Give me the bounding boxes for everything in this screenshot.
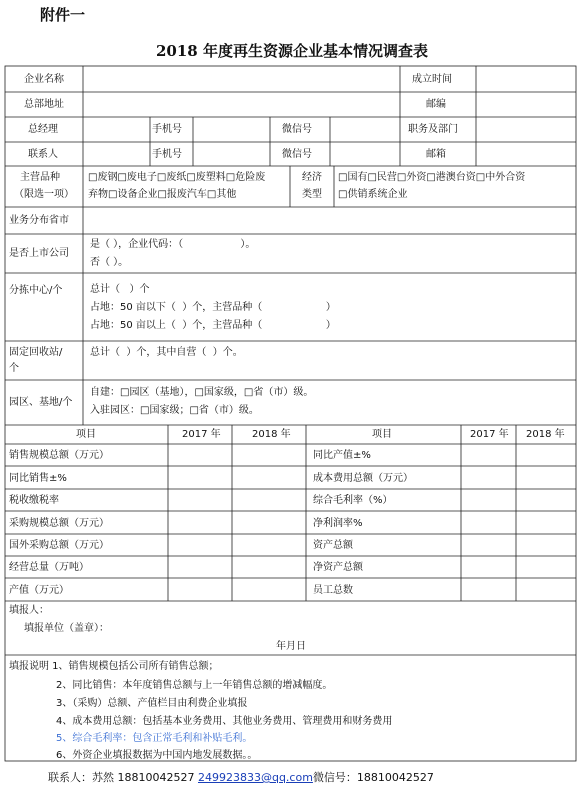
table-row-label-right: 同比产值±% — [313, 450, 371, 461]
product-options-2: 弃物□设备企业□报废汽车□其他 — [88, 189, 237, 200]
table-row-label: 税收缴税率 — [9, 495, 59, 506]
table-header-2017-right: 2017 年 — [470, 429, 509, 440]
mobile-label: 手机号 — [152, 124, 182, 135]
sorting-line-3: 占地：50 亩以上（ ）个，主营品种（ ） — [90, 320, 336, 331]
table-row-label: 产值（万元） — [9, 585, 69, 596]
product-options-1: □废钢□废电子□废纸□废塑料□危险废 — [88, 172, 266, 183]
park-line-2: 入驻园区：□国家级；□省（市）级。 — [90, 405, 259, 416]
biz-provinces-label: 业务分布省市 — [9, 215, 69, 226]
contact-label: 联系人 — [28, 149, 58, 160]
note-6: 6、外资企业填报数据为中国内地发展数据。。 — [56, 750, 258, 761]
econ-type-label-1: 经济 — [302, 172, 322, 183]
table-row-label: 采购规模总额（万元） — [9, 518, 109, 529]
email-label: 邮箱 — [426, 149, 446, 160]
table-row-label-right: 净利润率% — [313, 518, 363, 529]
sorting-line-2: 占地：50 亩以下（ ）个，主营品种（ ） — [90, 302, 336, 313]
table-row-label: 经营总量（万吨） — [9, 562, 89, 573]
park-line-1: 自建：□园区（基地），□国家级，□省（市）级。 — [90, 387, 314, 398]
econ-type-label-2: 类型 — [302, 189, 322, 200]
main-product-note: （限选一项） — [14, 189, 74, 200]
position-label: 职务及部门 — [408, 124, 458, 135]
note-5: 5、综合毛利率：包含正常毛利和补贴毛利。 — [56, 733, 253, 744]
established-label: 成立时间 — [412, 74, 452, 85]
econ-options-1: □国有□民营□外资□港澳台资□中外合资 — [338, 172, 526, 183]
note-2: 2、同比销售：本年度销售总额与上一年销售总额的增减幅度。 — [56, 680, 333, 691]
table-row-label-right: 净资产总额 — [313, 562, 363, 573]
attachment-label: 附件一 — [40, 6, 86, 24]
table-row-label: 销售规模总额（万元） — [9, 450, 109, 461]
sorting-center-label: 分拣中心/个 — [9, 285, 63, 296]
postcode-label: 邮编 — [426, 99, 446, 110]
filler-unit-label: 填报单位（盖章）： — [24, 623, 109, 634]
note-4: 4、成本费用总额：包括基本业务费用、其他业务费用、管理费用和财务费用 — [56, 716, 393, 727]
listed-label: 是否上市公司 — [9, 248, 69, 259]
table-header-item: 项目 — [76, 429, 96, 440]
footer-wechat: 微信号：18810042527 — [312, 771, 434, 784]
listed-line-1: 是（ ），企业代码：（ ）。 — [90, 239, 256, 250]
table-header-2018: 2018 年 — [252, 429, 291, 440]
table-row-label-right: 员工总数 — [313, 585, 353, 596]
note-3: 3、（采购）总额、产值栏目由利费企业填报 — [56, 698, 248, 709]
listed-line-2: 否（ ）。 — [90, 257, 129, 268]
recycle-station-label: 固定回收站/ — [9, 347, 63, 358]
table-header-2017: 2017 年 — [182, 429, 221, 440]
table-row-label: 同比销售±% — [9, 473, 67, 484]
mobile-label-2: 手机号 — [152, 149, 182, 160]
table-row-label-right: 综合毛利率（%） — [313, 495, 393, 506]
company-name-label: 企业名称 — [24, 74, 64, 85]
table-header-2018-right: 2018 年 — [526, 429, 565, 440]
date-label: 年月日 — [276, 641, 306, 652]
wechat-label-2: 微信号 — [282, 149, 312, 160]
filler-label: 填报人： — [9, 605, 49, 616]
main-product-label: 主营品种 — [20, 172, 60, 183]
recycle-station-unit: 个 — [9, 363, 19, 374]
footer-email-link[interactable]: 249923833@qq.com — [197, 771, 313, 784]
park-base-label: 园区、基地/个 — [9, 397, 73, 408]
wechat-label: 微信号 — [282, 124, 312, 135]
note-1: 填报说明 1、销售规模包括公司所有销售总额； — [9, 661, 219, 672]
sorting-line-1: 总计（ ）个 — [90, 284, 150, 295]
footer-contact — [48, 769, 434, 785]
table-row-label-right: 资产总额 — [313, 540, 353, 551]
form-title: 2018 年度再生资源企业基本情况调查表 — [156, 42, 428, 60]
footer-contact-prefix: 联系人：苏然 18810042527 — [48, 771, 198, 784]
table-row-label: 国外采购总额（万元） — [9, 540, 109, 551]
econ-options-2: □供销系统企业 — [338, 189, 408, 200]
hq-address-label: 总部地址 — [24, 99, 64, 110]
table-header-item-right: 项目 — [372, 429, 392, 440]
station-line: 总计（ ）个，其中自营（ ）个。 — [90, 347, 243, 358]
table-row-label-right: 成本费用总额（万元） — [313, 473, 413, 484]
gm-label: 总经理 — [28, 124, 58, 135]
